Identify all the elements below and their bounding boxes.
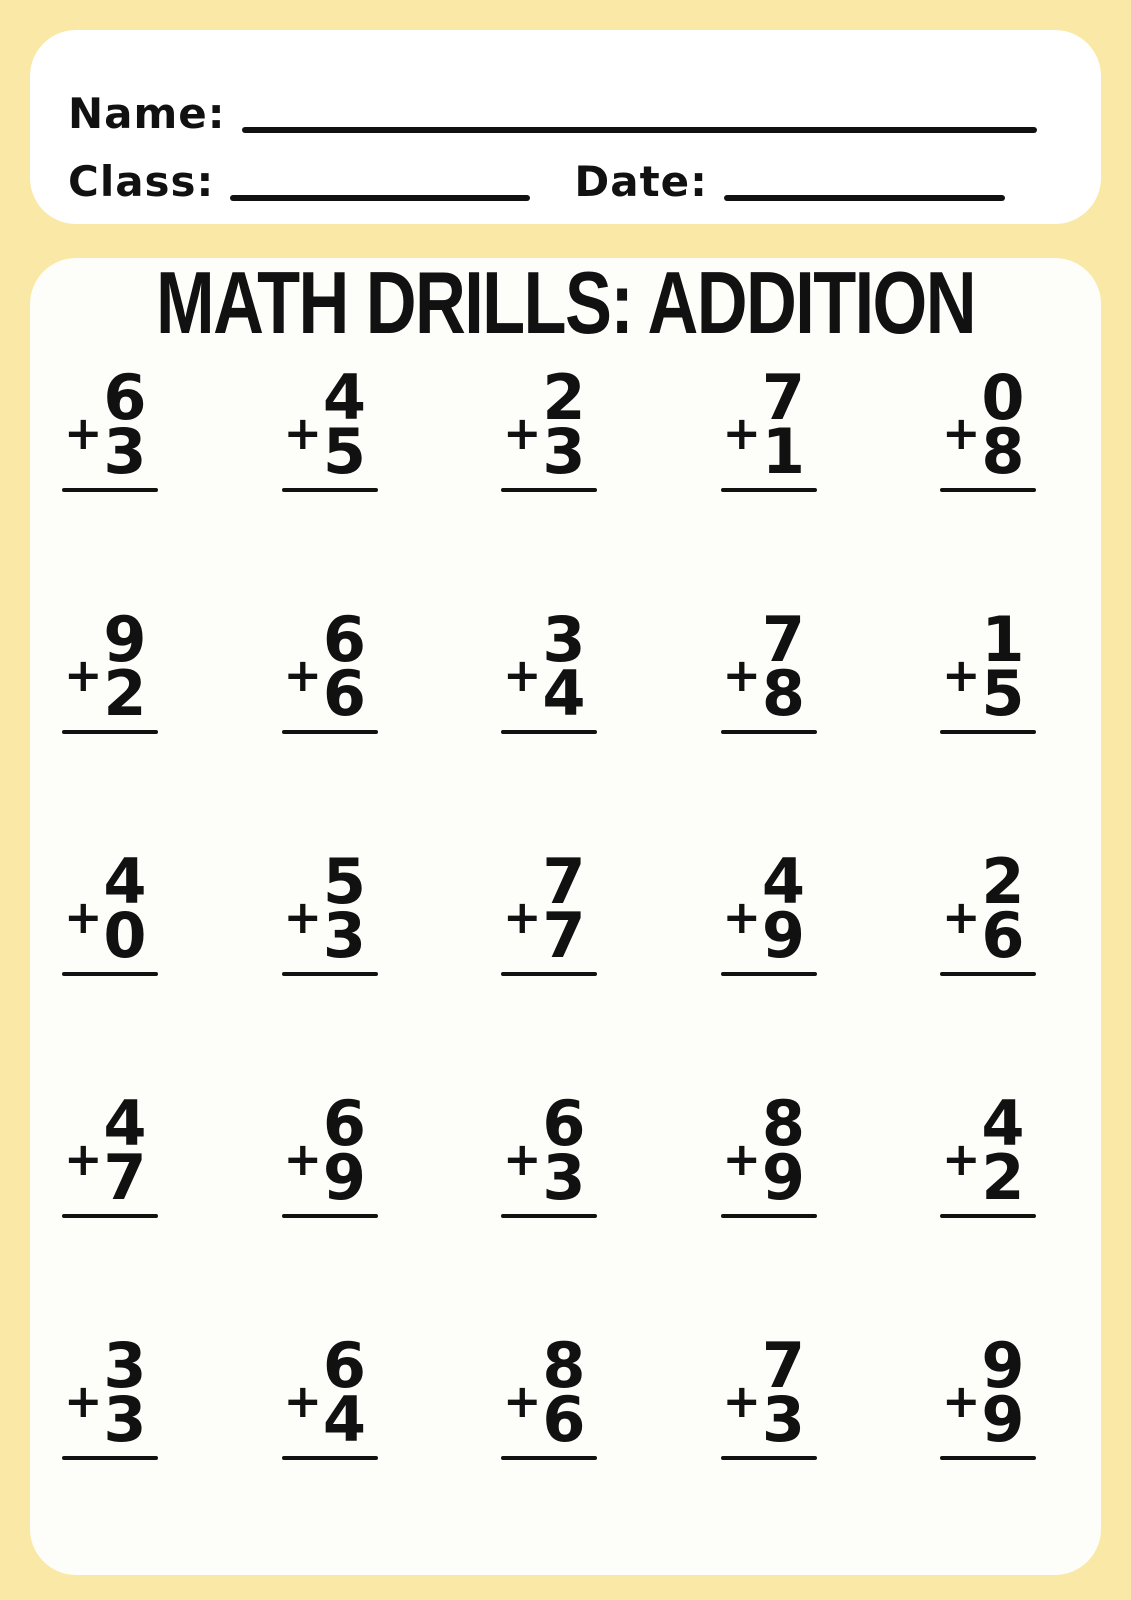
answer-line[interactable] <box>940 972 1036 976</box>
top-addend: 4 <box>103 845 147 918</box>
bottom-addend-row <box>62 648 212 730</box>
answer-line[interactable] <box>940 1456 1036 1460</box>
answer-line[interactable] <box>282 1456 378 1460</box>
bottom-addend: 2 <box>981 1141 1025 1214</box>
bottom-addend: 3 <box>322 899 367 972</box>
date-label: Date: <box>574 156 708 206</box>
answer-line[interactable] <box>940 1214 1036 1218</box>
addition-problem <box>282 361 432 614</box>
bottom-addend-row <box>282 1374 432 1456</box>
addition-problem <box>940 1329 1090 1575</box>
bottom-addend: 5 <box>981 657 1025 730</box>
answer-line[interactable] <box>940 730 1036 734</box>
class-date-row <box>68 136 1037 204</box>
addition-problem <box>62 603 212 856</box>
top-addend: 9 <box>103 603 147 676</box>
bottom-addend-row <box>940 1132 1090 1214</box>
bottom-addend-row <box>62 1374 212 1456</box>
plus-icon: + <box>503 1132 542 1186</box>
addition-problem <box>721 1329 871 1575</box>
bottom-addend: 5 <box>322 415 367 488</box>
bottom-addend-row <box>721 406 871 488</box>
top-addend: 7 <box>542 845 586 918</box>
answer-line[interactable] <box>282 1214 378 1218</box>
bottom-addend-row <box>282 648 432 730</box>
plus-icon: + <box>942 406 981 460</box>
bottom-addend: 1 <box>761 415 806 488</box>
worksheet-card <box>30 258 1101 1575</box>
top-addend: 6 <box>542 1087 586 1160</box>
top-addend: 4 <box>322 361 367 434</box>
bottom-addend: 6 <box>981 899 1025 972</box>
addition-problem <box>721 603 871 856</box>
date-fill-line[interactable] <box>724 195 1005 201</box>
top-addend: 4 <box>103 1087 147 1160</box>
plus-icon: + <box>942 648 981 702</box>
bottom-addend: 3 <box>542 415 586 488</box>
answer-line[interactable] <box>721 972 817 976</box>
answer-line[interactable] <box>721 1456 817 1460</box>
answer-line[interactable] <box>501 488 597 492</box>
name-fill-line[interactable] <box>242 127 1037 133</box>
bottom-addend-row <box>721 890 871 972</box>
addition-problem <box>721 845 871 1098</box>
addition-problem <box>940 1087 1090 1340</box>
answer-line[interactable] <box>501 1456 597 1460</box>
addition-problem <box>62 361 212 614</box>
bottom-addend: 9 <box>761 899 806 972</box>
header-card <box>30 30 1101 224</box>
answer-line[interactable] <box>501 972 597 976</box>
bottom-addend: 7 <box>103 1141 147 1214</box>
top-addend: 1 <box>981 603 1025 676</box>
top-addend: 7 <box>761 361 806 434</box>
bottom-addend: 3 <box>761 1383 806 1456</box>
plus-icon: + <box>942 890 981 944</box>
addition-problem <box>501 1329 651 1575</box>
addition-problem <box>62 1087 212 1340</box>
bottom-addend: 4 <box>542 657 586 730</box>
answer-line[interactable] <box>721 1214 817 1218</box>
answer-line[interactable] <box>721 488 817 492</box>
problems-grid <box>30 344 1101 1575</box>
top-addend: 7 <box>761 1329 806 1402</box>
plus-icon: + <box>283 890 323 944</box>
answer-line[interactable] <box>282 730 378 734</box>
bottom-addend-row <box>282 1132 432 1214</box>
plus-icon: + <box>503 648 542 702</box>
bottom-addend-row <box>501 1374 651 1456</box>
addition-problem <box>501 845 651 1098</box>
plus-icon: + <box>942 1132 981 1186</box>
bottom-addend: 3 <box>542 1141 586 1214</box>
addition-problem <box>501 361 651 614</box>
plus-icon: + <box>64 890 103 944</box>
answer-line[interactable] <box>62 1456 158 1460</box>
bottom-addend: 3 <box>103 415 147 488</box>
bottom-addend-row <box>721 1132 871 1214</box>
plus-icon: + <box>283 406 323 460</box>
plus-icon: + <box>64 648 103 702</box>
plus-icon: + <box>722 406 762 460</box>
bottom-addend-row <box>501 648 651 730</box>
answer-line[interactable] <box>282 972 378 976</box>
bottom-addend-row <box>940 890 1090 972</box>
addition-problem <box>721 361 871 614</box>
bottom-addend: 8 <box>981 415 1025 488</box>
class-fill-line[interactable] <box>230 195 530 201</box>
bottom-addend-row <box>721 648 871 730</box>
plus-icon: + <box>722 648 762 702</box>
bottom-addend: 0 <box>103 899 147 972</box>
addition-problem <box>721 1087 871 1340</box>
plus-icon: + <box>722 1132 762 1186</box>
addition-problem <box>62 1329 212 1575</box>
bottom-addend-row <box>282 406 432 488</box>
bottom-addend-row <box>62 1132 212 1214</box>
bottom-addend: 2 <box>103 657 147 730</box>
bottom-addend: 3 <box>103 1383 147 1456</box>
plus-icon: + <box>283 1374 323 1428</box>
bottom-addend-row <box>501 406 651 488</box>
top-addend: 3 <box>103 1329 147 1402</box>
bottom-addend-row <box>940 406 1090 488</box>
bottom-addend: 6 <box>542 1383 586 1456</box>
answer-line[interactable] <box>282 488 378 492</box>
top-addend: 6 <box>322 1329 367 1402</box>
top-addend: 5 <box>322 845 367 918</box>
answer-line[interactable] <box>501 730 597 734</box>
bottom-addend-row <box>62 406 212 488</box>
bottom-addend-row <box>501 890 651 972</box>
plus-icon: + <box>64 406 103 460</box>
bottom-addend: 9 <box>981 1383 1025 1456</box>
bottom-addend-row <box>282 890 432 972</box>
answer-line[interactable] <box>62 730 158 734</box>
top-addend: 3 <box>542 603 586 676</box>
addition-problem <box>282 1087 432 1340</box>
addition-problem <box>940 603 1090 856</box>
addition-problem <box>62 845 212 1098</box>
top-addend: 8 <box>542 1329 586 1402</box>
addition-problem <box>940 361 1090 614</box>
plus-icon: + <box>503 406 542 460</box>
addition-problem <box>940 845 1090 1098</box>
name-row <box>68 58 1037 136</box>
bottom-addend: 9 <box>761 1141 806 1214</box>
plus-icon: + <box>283 1132 323 1186</box>
bottom-addend-row <box>940 648 1090 730</box>
plus-icon: + <box>283 648 323 702</box>
bottom-addend: 9 <box>322 1141 367 1214</box>
top-addend: 6 <box>103 361 147 434</box>
addition-problem <box>282 1329 432 1575</box>
plus-icon: + <box>503 890 542 944</box>
addition-problem <box>282 603 432 856</box>
top-addend: 9 <box>981 1329 1025 1402</box>
addition-problem <box>282 845 432 1098</box>
addition-problem <box>501 603 651 856</box>
answer-line[interactable] <box>62 1214 158 1218</box>
plus-icon: + <box>942 1374 981 1428</box>
top-addend: 0 <box>981 361 1025 434</box>
top-addend: 6 <box>322 1087 367 1160</box>
answer-line[interactable] <box>940 488 1036 492</box>
top-addend: 6 <box>322 603 367 676</box>
plus-icon: + <box>64 1374 103 1428</box>
bottom-addend-row <box>62 890 212 972</box>
top-addend: 8 <box>761 1087 806 1160</box>
answer-line[interactable] <box>501 1214 597 1218</box>
top-addend: 2 <box>981 845 1025 918</box>
bottom-addend: 4 <box>322 1383 367 1456</box>
top-addend: 4 <box>981 1087 1025 1160</box>
top-addend: 4 <box>761 845 806 918</box>
bottom-addend-row <box>501 1132 651 1214</box>
top-addend: 7 <box>761 603 806 676</box>
plus-icon: + <box>64 1132 103 1186</box>
answer-line[interactable] <box>62 488 158 492</box>
answer-line[interactable] <box>62 972 158 976</box>
class-label: Class: <box>68 156 215 206</box>
plus-icon: + <box>722 1374 762 1428</box>
bottom-addend: 7 <box>542 899 586 972</box>
plus-icon: + <box>503 1374 542 1428</box>
top-addend: 2 <box>542 361 586 434</box>
addition-problem <box>501 1087 651 1340</box>
bottom-addend-row <box>940 1374 1090 1456</box>
answer-line[interactable] <box>721 730 817 734</box>
plus-icon: + <box>722 890 762 944</box>
bottom-addend: 6 <box>322 657 367 730</box>
worksheet-title: MATH DRILLS: ADDITION <box>156 258 975 352</box>
bottom-addend: 8 <box>761 657 806 730</box>
name-label: Name: <box>68 88 226 138</box>
bottom-addend-row <box>721 1374 871 1456</box>
